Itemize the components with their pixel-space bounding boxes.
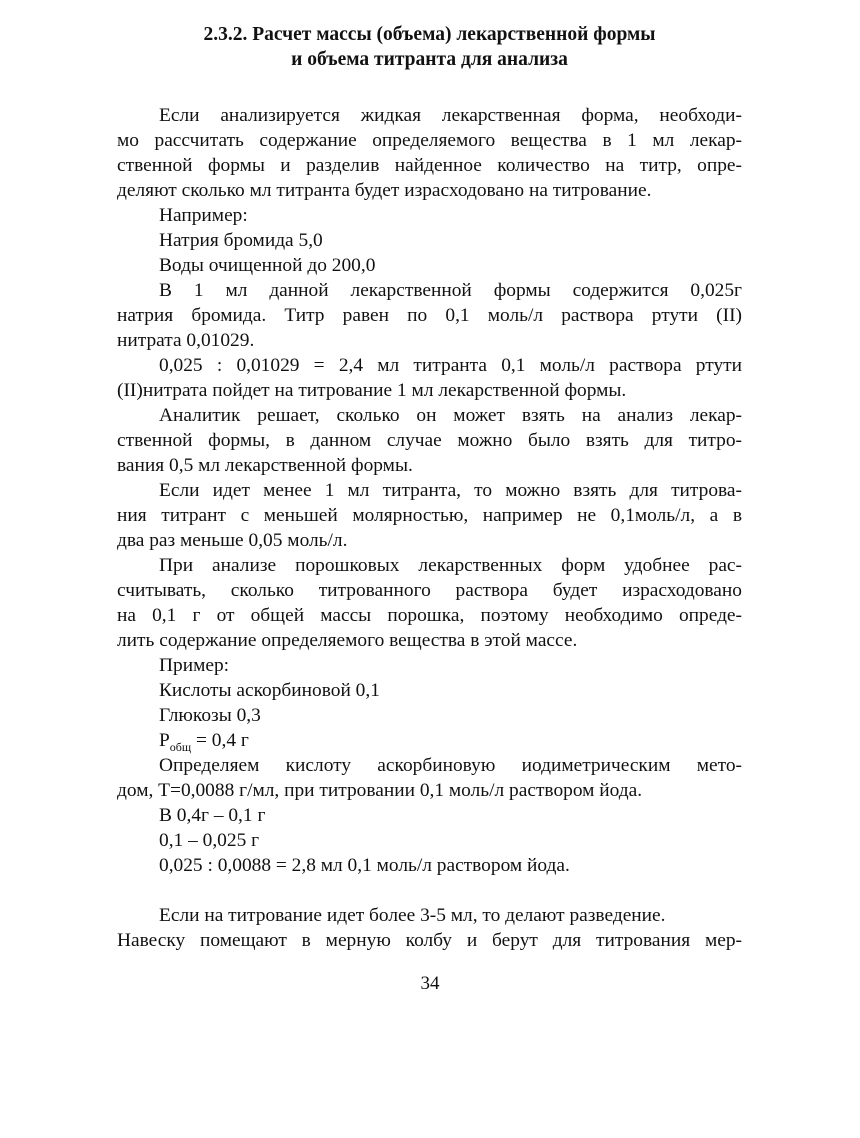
text-line: (II)нитрата пойдет на титрование 1 мл лекарственной формы. [117, 380, 627, 401]
text-line: ния титрант с меньшей молярностью, например не 0,1моль/л, а в [117, 505, 742, 526]
body-text [117, 103, 742, 953]
text-line: ственной формы и разделив найденное количество на титр, опре- [117, 155, 742, 176]
page-number: 34 [420, 973, 440, 994]
text-line: деляют сколько мл титранта будет израсходовано на титрование. [117, 180, 652, 201]
text-line: Навеску помещают в мерную колбу и берут для титрования мер- [117, 930, 742, 951]
text-line: ственной формы, в данном случае можно было взять для титро- [117, 430, 742, 451]
section-title-line-1: 2.3.2. Расчет массы (объема) лекарственной формы [203, 24, 656, 45]
text-line: Кислоты аскорбиновой 0,1 [159, 680, 380, 701]
text-line: 0,025 : 0,01029 = 2,4 мл титранта 0,1 моль/л раствора ртути [159, 355, 742, 376]
text-line: Если анализируется жидкая лекарственная форма, необходи- [159, 105, 742, 126]
text-line: Если идет менее 1 мл титранта, то можно взять для титрова- [159, 480, 742, 501]
text-line: на 0,1 г от общей массы порошка, поэтому необходимо опреде- [117, 605, 742, 626]
formula-value: = 0,4 г [191, 730, 249, 751]
section-title-line-2: и объема титранта для анализа [291, 49, 568, 70]
text-line: Определяем кислоту аскорбиновую иодиметрическим мето- [159, 755, 742, 776]
text-line: два раз меньше 0,05 моль/л. [117, 530, 348, 551]
text-line: При анализе порошковых лекарственных форм удобнее рас- [159, 555, 742, 576]
text-line: Воды очищенной до 200,0 [159, 255, 376, 276]
formula-symbol: P [159, 730, 170, 751]
page [117, 22, 742, 953]
text-line: лить содержание определяемого вещества в этой массе. [117, 630, 578, 651]
text-line: Если на титрование идет более 3-5 мл, то делают разведение. [159, 905, 666, 926]
text-line: Глюкозы 0,3 [159, 705, 261, 726]
text-line: нитрата 0,01029. [117, 330, 255, 351]
text-line: 0,025 : 0,0088 = 2,8 мл 0,1 моль/л раствором йода. [159, 855, 570, 876]
formula-subscript: общ [169, 740, 192, 754]
formula-line [117, 728, 742, 753]
text-line: Натрия бромида 5,0 [159, 230, 323, 251]
text-line: Аналитик решает, сколько он может взять на анализ лекар- [159, 405, 742, 426]
text-line: 0,1 – 0,025 г [159, 830, 260, 851]
text-line: дом, Т=0,0088 г/мл, при титровании 0,1 моль/л раствором йода. [117, 780, 643, 801]
paragraph-gap [117, 878, 742, 903]
text-line: натрия бромида. Титр равен по 0,1 моль/л раствора ртути (II) [117, 305, 742, 326]
text-line: Например: [159, 205, 248, 226]
text-line: В 1 мл данной лекарственной формы содержится 0,025г [159, 280, 742, 301]
text-line: Пример: [159, 655, 230, 676]
section-title [117, 22, 742, 72]
text-line: вания 0,5 мл лекарственной формы. [117, 455, 413, 476]
text-line: мо рассчитать содержание определяемого вещества в 1 мл лекар- [117, 130, 742, 151]
text-line: В 0,4г – 0,1 г [159, 805, 266, 826]
text-line: считывать, сколько титрованного раствора будет израсходовано [117, 580, 742, 601]
